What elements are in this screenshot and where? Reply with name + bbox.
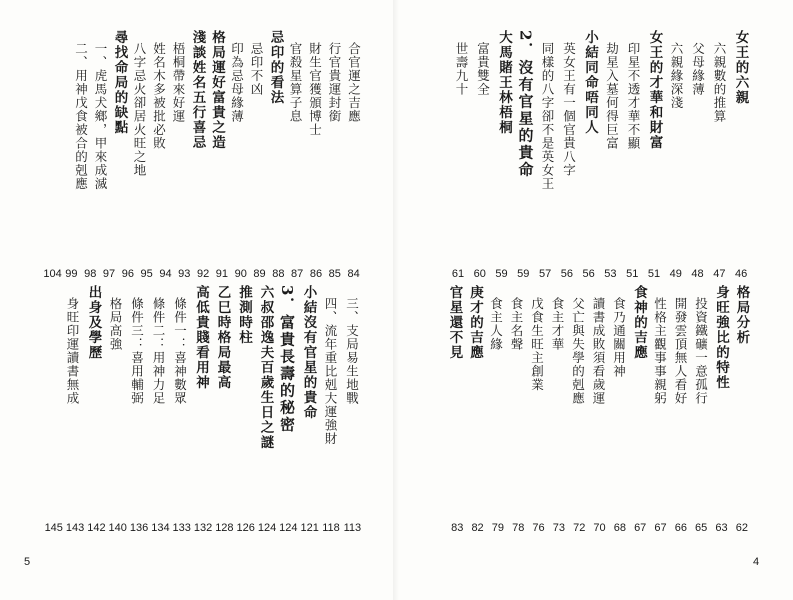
toc-page-number: 145 <box>44 522 63 534</box>
toc-entry: 女王的六親 <box>732 30 749 105</box>
left-page <box>0 0 396 600</box>
toc-page-number: 63 <box>715 522 728 534</box>
toc-entry: 推測時柱 <box>236 285 252 345</box>
toc-page-number: 95 <box>140 268 153 280</box>
toc-entry: 忌印不凶 <box>249 42 264 96</box>
toc-page-number: 142 <box>87 522 106 534</box>
toc-page-number: 93 <box>178 268 191 280</box>
toc-entry: 父母緣薄 <box>690 42 706 96</box>
toc-entry: 官殺星算子息 <box>288 42 303 123</box>
toc-entry: 身旺強比的特性 <box>713 285 729 390</box>
toc-entry: 食主人緣 <box>488 297 504 351</box>
toc-entry: 小結同命唔同人 <box>582 30 598 135</box>
toc-page-number: 94 <box>159 268 172 280</box>
toc-page-number: 59 <box>517 268 530 280</box>
toc-page-number: 51 <box>626 268 639 280</box>
page-number-right: 4 <box>753 556 760 568</box>
toc-entry: 英女王有一個官貴八字 <box>561 42 577 177</box>
toc-page-number: 67 <box>654 522 667 534</box>
toc-page-number: 49 <box>669 268 682 280</box>
toc-page-number: 67 <box>634 522 647 534</box>
toc-entry: 條件三：喜用輔弼 <box>129 297 145 405</box>
toc-entry: 父亡與失學的剋應 <box>570 297 586 405</box>
toc-page-number: 76 <box>532 522 545 534</box>
toc-page-number: 56 <box>560 268 573 280</box>
toc-entry: 戊食生旺主創業 <box>529 297 545 392</box>
toc-entry: 食主名聲 <box>509 297 524 351</box>
toc-entry: 淺談姓名五行喜忌 <box>189 30 206 150</box>
toc-entry: 2．沒有官星的貴命 <box>516 30 535 179</box>
toc-entry: 六親數的推算 <box>712 42 727 123</box>
toc-page-number: 104 <box>43 268 62 280</box>
toc-page-number-row <box>43 268 363 280</box>
toc-entry: 大馬賭王林梧桐 <box>496 30 512 135</box>
toc-entry: 小結沒有官星的貴命 <box>300 285 317 420</box>
toc-entry: 性格主觀事事親躬 <box>652 297 668 405</box>
toc-page-number: 73 <box>552 522 565 534</box>
toc-page-number: 143 <box>65 522 85 534</box>
toc-page-number: 47 <box>713 268 726 280</box>
toc-page-number: 92 <box>196 268 210 280</box>
toc-page-number: 56 <box>582 268 595 280</box>
toc-entry: 尋找命局的缺點 <box>111 30 128 135</box>
toc-page-number: 48 <box>691 268 704 280</box>
toc-entry: 一、虎馬犬鄉，甲來成滅 <box>93 42 108 191</box>
toc-entry: 身旺印運讀書無成 <box>65 297 80 405</box>
toc-page-number: 84 <box>347 268 360 280</box>
toc-page-number: 140 <box>108 522 127 534</box>
toc-page-number: 89 <box>253 268 266 280</box>
toc-page-number: 90 <box>234 268 247 280</box>
toc-entry: 劫星入墓何得巨富 <box>604 42 620 150</box>
toc-page-number: 53 <box>604 268 617 280</box>
toc-page-number-row <box>447 522 752 534</box>
toc-entry: 四、流年重比剋大運強財 <box>323 297 338 446</box>
toc-entry: 財生官獲頒博士 <box>307 42 323 137</box>
toc-page-number: 113 <box>343 522 362 534</box>
toc-page-number: 66 <box>674 522 687 534</box>
toc-page-number: 91 <box>215 268 229 280</box>
toc-page-number: 83 <box>451 522 464 534</box>
toc-entry: 高低貴賤看用神 <box>193 285 209 390</box>
toc-page-number: 132 <box>193 522 213 534</box>
toc-page-number: 70 <box>593 522 606 534</box>
toc-entry: 食神的吉應 <box>631 285 647 360</box>
toc-page-number: 128 <box>215 522 234 534</box>
toc-entry: 格局高強 <box>108 297 123 351</box>
toc-page-number: 118 <box>322 522 340 534</box>
toc-entry: 姓名木多被批必敗 <box>151 42 167 150</box>
toc-entry: 女王的才華和財富 <box>646 30 663 150</box>
toc-page-number: 126 <box>236 522 255 534</box>
toc-entry: 忌印的看法 <box>267 30 284 105</box>
toc-page-number: 96 <box>121 268 134 280</box>
toc-page-number: 136 <box>129 522 149 534</box>
toc-page-number: 60 <box>473 268 486 280</box>
toc-entry: 合官運之吉應 <box>346 42 362 123</box>
toc-entry: 梧桐帶來好運 <box>171 42 186 123</box>
toc-entry: 開發雲頂無人看好 <box>673 297 688 405</box>
toc-page-number: 68 <box>613 522 626 534</box>
toc-page-number: 88 <box>272 268 285 280</box>
toc-page-number: 86 <box>309 268 323 280</box>
toc-page-number: 78 <box>512 522 525 534</box>
toc-page-number-row <box>43 522 363 534</box>
toc-entry: 印星不透才華不顯 <box>626 42 641 150</box>
toc-entry: 乙巳時格局最高 <box>214 285 231 390</box>
toc-page-number: 87 <box>291 268 304 280</box>
toc-entry: 二、用神戊食被合的剋應 <box>73 42 89 191</box>
toc-page-number: 85 <box>328 268 341 280</box>
toc-page-number: 65 <box>695 522 708 534</box>
toc-page-number: 72 <box>573 522 586 534</box>
toc-entry: 六叔邵逸夫百歲生日之謎 <box>257 285 274 450</box>
toc-entry: 3．富貴長壽的秘密 <box>278 285 296 434</box>
toc-page-number: 121 <box>300 522 319 534</box>
toc-page-number: 134 <box>151 522 170 534</box>
toc-entry: 格局分析 <box>733 285 750 345</box>
toc-entry: 行官貴運封銜 <box>327 42 342 123</box>
toc-entry: 印為忌母緣薄 <box>229 42 245 123</box>
toc-entry: 食乃通關用神 <box>611 297 627 378</box>
toc-page-number: 82 <box>471 522 484 534</box>
toc-entry: 三、支局易生地戰 <box>344 297 360 405</box>
toc-page-number: 79 <box>491 522 505 534</box>
toc-entry: 出身及學歷 <box>85 285 102 360</box>
page-number-left: 5 <box>24 556 31 568</box>
toc-entry: 富貴雙全 <box>475 42 491 96</box>
toc-page-number: 46 <box>734 268 748 280</box>
toc-entry: 投資鐵礦一意孤行 <box>693 297 709 405</box>
toc-entry: 條件一：喜神數眾 <box>172 297 188 405</box>
toc-page-number: 51 <box>647 268 661 280</box>
toc-page-number: 62 <box>735 522 748 534</box>
toc-page-number: 57 <box>538 268 552 280</box>
toc-page-number: 61 <box>451 268 465 280</box>
toc-page-number: 97 <box>102 268 116 280</box>
right-page <box>397 0 793 600</box>
toc-page-number: 99 <box>65 268 78 280</box>
toc-entry: 八字忌火卻居火旺之地 <box>132 42 147 177</box>
toc-entry: 官星還不見 <box>446 285 463 360</box>
toc-page-number: 124 <box>279 522 298 534</box>
toc-page-number-row <box>447 268 752 280</box>
toc-entry: 格局運好富貴之造 <box>209 30 225 150</box>
toc-entry: 同樣的八字卻不是英女王 <box>540 42 555 191</box>
toc-entry: 世壽九十 <box>454 42 469 96</box>
toc-page-number: 98 <box>84 268 97 280</box>
toc-page-number: 124 <box>257 522 277 534</box>
toc-entry: 條件二：用神力足 <box>151 297 166 405</box>
toc-entry: 讀書成敗須看歲運 <box>591 297 606 405</box>
toc-entry: 庚才的吉應 <box>467 285 483 360</box>
toc-entry: 食主才華 <box>550 297 565 351</box>
toc-page-number: 59 <box>495 268 508 280</box>
toc-page-number: 133 <box>172 522 191 534</box>
toc-entry: 六親緣深淺 <box>669 42 684 110</box>
